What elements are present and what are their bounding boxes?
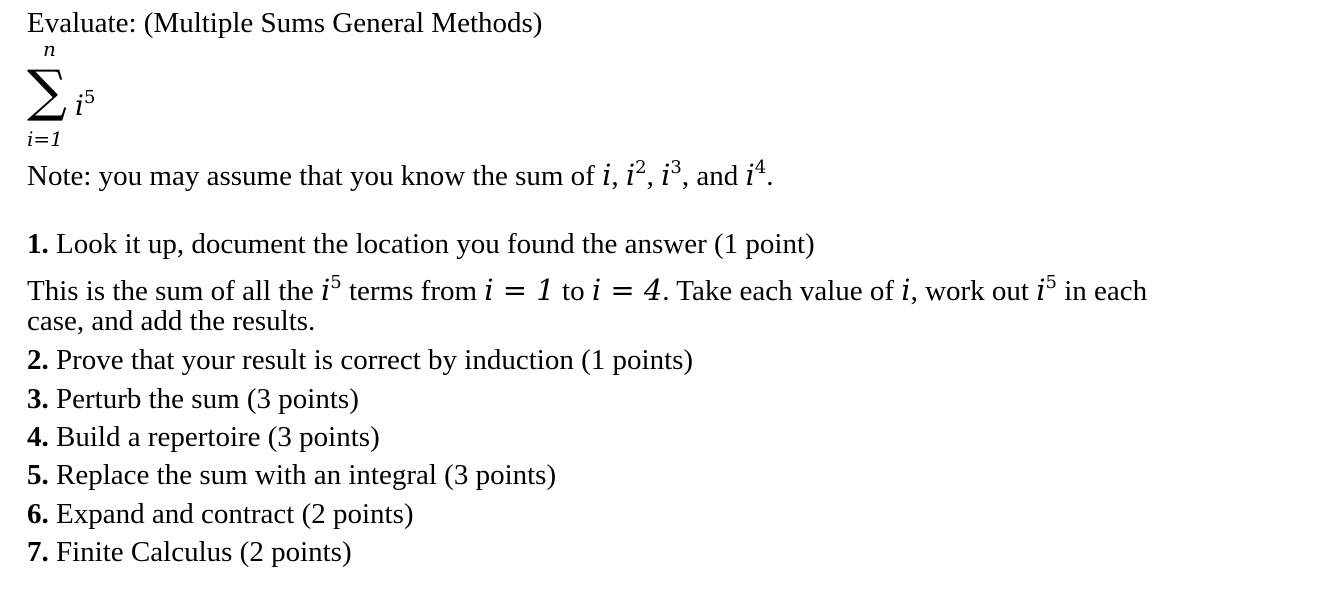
- task-number-5: 5.: [27, 459, 49, 491]
- summation-term-exponent: 5: [83, 87, 96, 108]
- task-text-6: Expand and contract (2 points): [48, 498, 414, 530]
- answer-text-f: in each: [1056, 275, 1148, 307]
- note-prefix: Note: you may assume that you know the sum of: [27, 160, 603, 192]
- answer-text-c: to: [554, 275, 592, 307]
- task-number-7: 7.: [27, 536, 49, 568]
- note-var-1: i: [602, 158, 612, 192]
- task-text-7: Finite Calculus (2 points): [48, 536, 352, 568]
- note-exp-2: 2: [635, 157, 647, 178]
- task-text-5: Replace the sum with an integral (3 points): [48, 459, 557, 491]
- note-sep-3: , and: [681, 160, 746, 192]
- task-number-4: 4.: [27, 421, 49, 453]
- answer-var-i-1: i: [321, 273, 331, 307]
- answer-exp-3: 5: [1045, 272, 1057, 293]
- task-number-3: 3.: [27, 383, 49, 415]
- note-var-2: i: [625, 158, 636, 192]
- answer-text-b: terms from: [341, 275, 485, 307]
- task-text-2: Prove that your result is correct by induction (1 points): [48, 344, 694, 376]
- task-item-1: [27, 227, 815, 261]
- answer-text-a: This is the sum of all the: [27, 275, 321, 307]
- answer-exp-1: 5: [330, 272, 342, 293]
- answer-line-1: [27, 266, 1147, 308]
- answer-text-e: , work out: [910, 275, 1037, 307]
- summation-expression: [27, 38, 147, 156]
- answer-eq-1: i = 1: [484, 273, 555, 307]
- task-item-4: [27, 420, 380, 454]
- note-sep-2: ,: [646, 160, 662, 192]
- problem-title: Evaluate: (Multiple Sums General Methods): [27, 7, 543, 39]
- note-var-4: i: [745, 158, 755, 192]
- summation-term-base: i: [75, 89, 84, 122]
- note-exp-4: 4: [754, 157, 767, 178]
- task-item-3: [27, 382, 359, 416]
- answer-var-i-3: i: [1036, 273, 1046, 307]
- sigma-symbol: ∑: [27, 59, 67, 124]
- task-text-1: Look it up, document the location you found the answer (1 point): [48, 228, 815, 260]
- answer-eq-2: i = 4: [591, 273, 663, 307]
- note-suffix: .: [766, 160, 774, 192]
- task-item-2: [27, 343, 693, 377]
- note-sep-1: ,: [611, 160, 626, 192]
- task-text-3: Perturb the sum (3 points): [48, 383, 359, 415]
- task-item-6: [27, 497, 414, 531]
- summation-upper-limit: n: [43, 37, 56, 61]
- task-item-5: [27, 458, 556, 492]
- task-text-4: Build a repertoire (3 points): [48, 421, 380, 453]
- summation-lower-limit: i=1: [27, 127, 63, 151]
- answer-var-i-2: i: [901, 273, 911, 307]
- task-number-6: 6.: [27, 498, 49, 530]
- task-number-2: 2.: [27, 344, 49, 376]
- task-number-1: 1.: [27, 228, 49, 260]
- note-exp-3: 3: [670, 157, 682, 178]
- note-var-3: i: [661, 158, 671, 192]
- answer-line-2: case, and add the results.: [27, 305, 316, 337]
- task-item-7: [27, 535, 352, 569]
- answer-text-d: . Take each value of: [662, 275, 902, 307]
- summation-term: [75, 82, 95, 123]
- note-line: [27, 151, 773, 193]
